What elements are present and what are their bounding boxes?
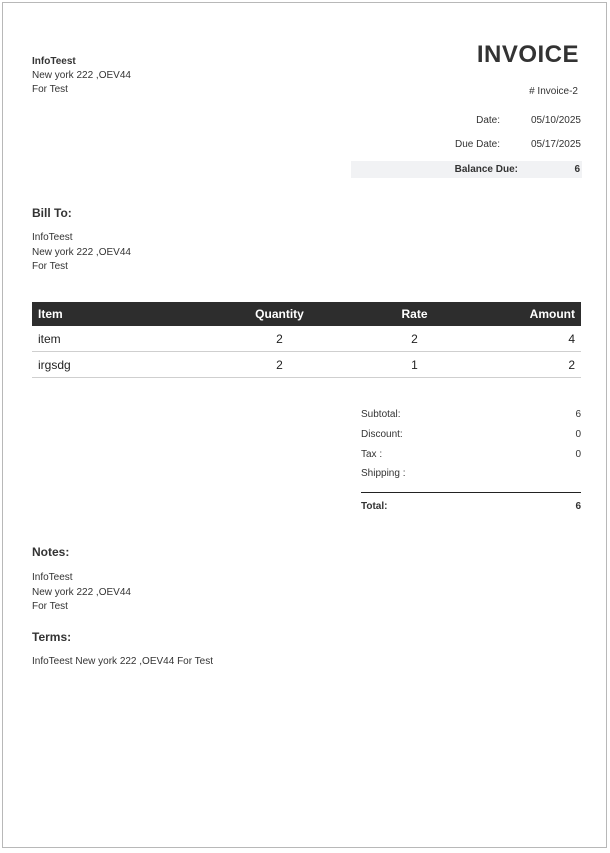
header-rate: Rate	[347, 302, 482, 326]
invoice-page	[2, 2, 607, 848]
cell-rate: 2	[347, 326, 482, 352]
table-row	[32, 352, 581, 378]
items-header-row	[32, 302, 581, 326]
cell-item: irgsdg	[32, 352, 212, 378]
notes-address: New york 222 ,OEV44	[32, 586, 131, 598]
terms-text: InfoTeest New york 222 ,OEV44 For Test	[32, 656, 214, 667]
due-date-value: 05/17/2025	[530, 139, 581, 150]
header-item: Item	[32, 302, 212, 326]
discount-value: 0	[575, 429, 581, 440]
bill-to-block	[32, 231, 131, 275]
cell-quantity: 2	[212, 326, 347, 352]
balance-due-bar	[351, 161, 582, 178]
notes-note: For Test	[32, 601, 68, 612]
notes-name: InfoTeest	[32, 572, 73, 583]
balance-due-value: 6	[574, 164, 580, 175]
sender-note: For Test	[32, 84, 68, 95]
cell-item: item	[32, 326, 212, 352]
header-amount: Amount	[482, 302, 581, 326]
invoice-number: # Invoice-2	[529, 86, 578, 97]
sender-block	[32, 55, 131, 97]
header-quantity: Quantity	[212, 302, 347, 326]
bill-to-title: Bill To:	[32, 206, 72, 220]
bill-to-name: InfoTeest	[32, 232, 73, 243]
invoice-title: INVOICE	[476, 41, 579, 68]
cell-amount: 2	[482, 352, 581, 378]
notes-block	[32, 571, 131, 615]
discount-label: Discount:	[361, 429, 403, 440]
cell-quantity: 2	[212, 352, 347, 378]
sender-name: InfoTeest	[32, 56, 76, 67]
cell-rate: 1	[347, 352, 482, 378]
sender-address: New york 222 ,OEV44	[32, 70, 131, 81]
date-label: Date:	[476, 115, 500, 126]
date-value: 05/10/2025	[530, 115, 581, 126]
items-table	[32, 302, 581, 378]
balance-due-label: Balance Due:	[454, 164, 518, 175]
subtotal-value: 6	[575, 409, 581, 420]
table-row	[32, 326, 581, 352]
total-label: Total:	[361, 501, 388, 512]
tax-value: 0	[575, 449, 581, 460]
bill-to-address: New york 222 ,OEV44	[32, 246, 131, 258]
total-value: 6	[575, 501, 581, 512]
subtotal-label: Subtotal:	[361, 409, 401, 420]
bill-to-note: For Test	[32, 261, 68, 272]
terms-title: Terms:	[32, 630, 72, 644]
tax-label: Tax :	[361, 449, 383, 460]
due-date-label: Due Date:	[454, 139, 500, 150]
total-divider	[361, 492, 581, 493]
shipping-label: Shipping :	[361, 468, 406, 479]
cell-amount: 4	[482, 326, 581, 352]
notes-title: Notes:	[32, 545, 70, 559]
